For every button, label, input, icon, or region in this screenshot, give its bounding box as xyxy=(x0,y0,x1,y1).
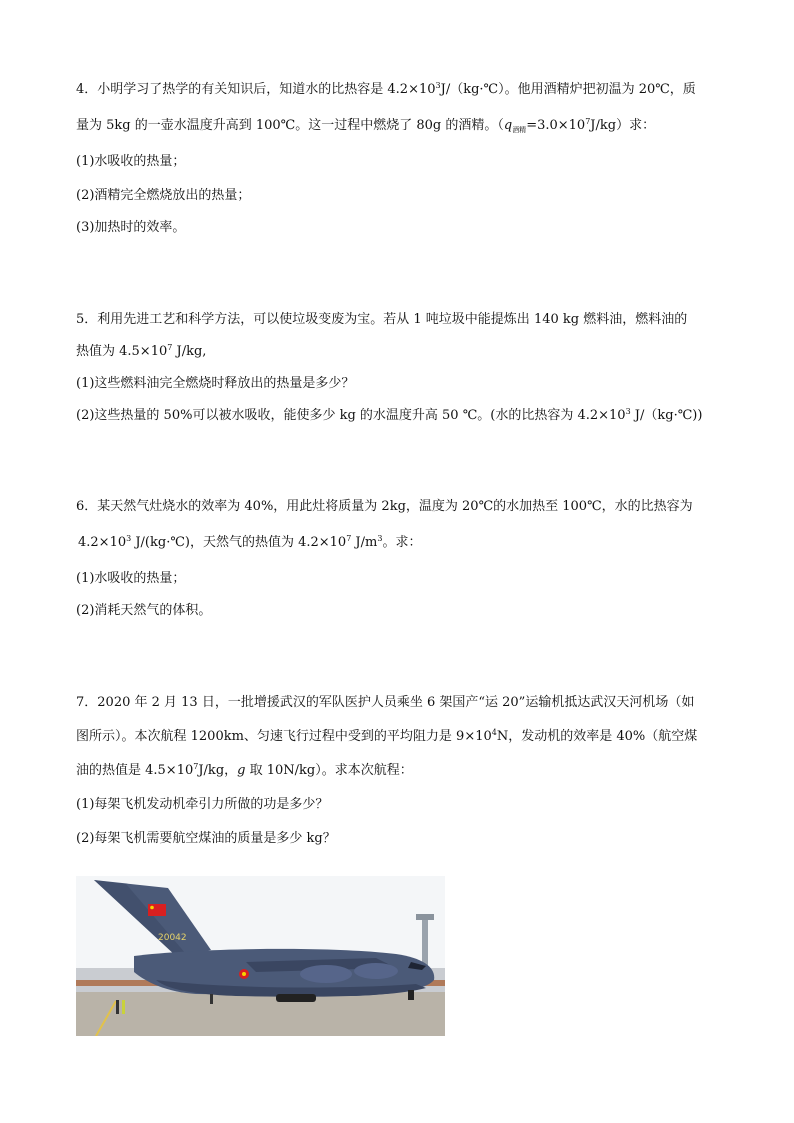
person-3 xyxy=(210,994,213,1004)
q7-g-symbol: g xyxy=(237,763,246,778)
q4-text-b: J/（kg·℃）。他用酒精炉把初温为 20℃，质 xyxy=(440,82,696,97)
q4-text-d: =3.0×10 xyxy=(526,118,586,133)
q4-exp-b: 7 xyxy=(585,117,591,126)
q4-exp-a: 3 xyxy=(435,81,441,90)
q5-line-1: 5．利用先进工艺和科学方法，可以使垃圾变废为宝。若从 1 吨垃圾中能提炼出 140 kg 燃料油，燃料油的 xyxy=(76,312,688,327)
q4-line-2 xyxy=(76,118,655,134)
q7-text-e: 取 10N/kg）。求本次航程： xyxy=(245,763,413,778)
aircraft-illustration xyxy=(76,876,445,1036)
tail-number: 20042 xyxy=(158,933,187,943)
q4-q-subscript: 酒精 xyxy=(512,126,527,134)
main-gear xyxy=(276,994,316,1002)
q4-line-1 xyxy=(76,82,696,98)
q7-line-3 xyxy=(76,763,413,779)
nose-gear xyxy=(408,990,414,1000)
q7-exp-a: 4 xyxy=(491,728,497,737)
q7-text-b: N，发动机的效率是 40%（航空煤 xyxy=(496,729,698,744)
q5-sub-1: (1)这些燃料油完全燃烧时释放出的热量是多少？ xyxy=(76,376,355,391)
q5-line-2 xyxy=(76,344,206,360)
q7-text-a: 图所示）。本次航程 1200km、匀速飞行过程中受到的平均阻力是 9×10 xyxy=(76,729,492,744)
q5-exp-a: 7 xyxy=(167,343,173,352)
q5-exp-b: 3 xyxy=(625,407,631,416)
q4-text-a: 4．小明学习了热学的有关知识后，知道水的比热容是 4.2×10 xyxy=(76,82,436,97)
q4-text-c: 量为 5kg 的一壶水温度升高到 100℃。这一过程中燃烧了 80g 的酒精。（ xyxy=(76,118,504,133)
roundel-star xyxy=(242,972,246,976)
q6-text-c: J/m xyxy=(351,535,378,550)
q6-text-b: J/(kg·℃)，天然气的热值为 4.2×10 xyxy=(131,535,347,550)
tower-top xyxy=(416,914,434,920)
person-1 xyxy=(116,1000,119,1014)
person-2 xyxy=(122,1000,125,1014)
q6-exp-a: 3 xyxy=(126,534,132,543)
engine-2 xyxy=(354,963,398,979)
q4-q-symbol: q xyxy=(503,118,513,133)
tarmac xyxy=(76,992,445,1036)
q7-exp-b: 7 xyxy=(193,762,199,771)
q6-line-2 xyxy=(78,535,421,551)
q7-text-d: J/kg， xyxy=(198,763,238,778)
q7-line-1: 7．2020 年 2 月 13 日，一批增援武汉的军队医护人员乘坐 6 架国产“运 20”运输机抵达武汉天河机场（如 xyxy=(76,695,695,710)
q7-line-2 xyxy=(76,729,697,745)
q5-text-b: J/kg, xyxy=(172,344,207,359)
flag-star xyxy=(150,906,154,910)
q6-exp-b: 7 xyxy=(346,534,352,543)
q7-sub-1: (1)每架飞机发动机牵引力所做的功是多少？ xyxy=(76,797,329,812)
q6-line-1: 6．某天然气灶烧水的效率为 40%，用此灶将质量为 2kg，温度为 20℃的水加热至 100℃，水的比热容为 xyxy=(76,499,693,514)
flag xyxy=(148,904,166,916)
q4-text-e: J/kg）求： xyxy=(590,118,656,133)
q7-text-c: 油的热值是 4.5×10 xyxy=(76,763,194,778)
q6-sub-1: (1)水吸收的热量； xyxy=(76,571,186,586)
q5-text-d: J/（kg·℃)) xyxy=(630,408,703,423)
q4-sub-1: (1)水吸收的热量； xyxy=(76,154,186,169)
q5-sub-2 xyxy=(76,408,702,424)
q6-exp-c: 3 xyxy=(377,534,383,543)
q6-text-d: 。求： xyxy=(382,535,422,550)
q4-sub-3: (3)加热时的效率。 xyxy=(76,220,186,235)
q4-sub-2: (2)酒精完全燃烧放出的热量； xyxy=(76,188,251,203)
engine-1 xyxy=(300,965,352,983)
aircraft-photo xyxy=(76,876,445,1036)
q6-text-a: 4.2×10 xyxy=(78,535,127,550)
q7-sub-2: (2)每架飞机需要航空煤油的质量是多少 kg？ xyxy=(76,831,336,846)
q5-text-c: (2)这些热量的 50%可以被水吸收，能使多少 kg 的水温度升高 50 ℃。(水的比热容为 4.2×10 xyxy=(76,408,626,423)
q5-text-a: 热值为 4.5×10 xyxy=(76,344,168,359)
q6-sub-2: (2)消耗天然气的体积。 xyxy=(76,603,212,618)
